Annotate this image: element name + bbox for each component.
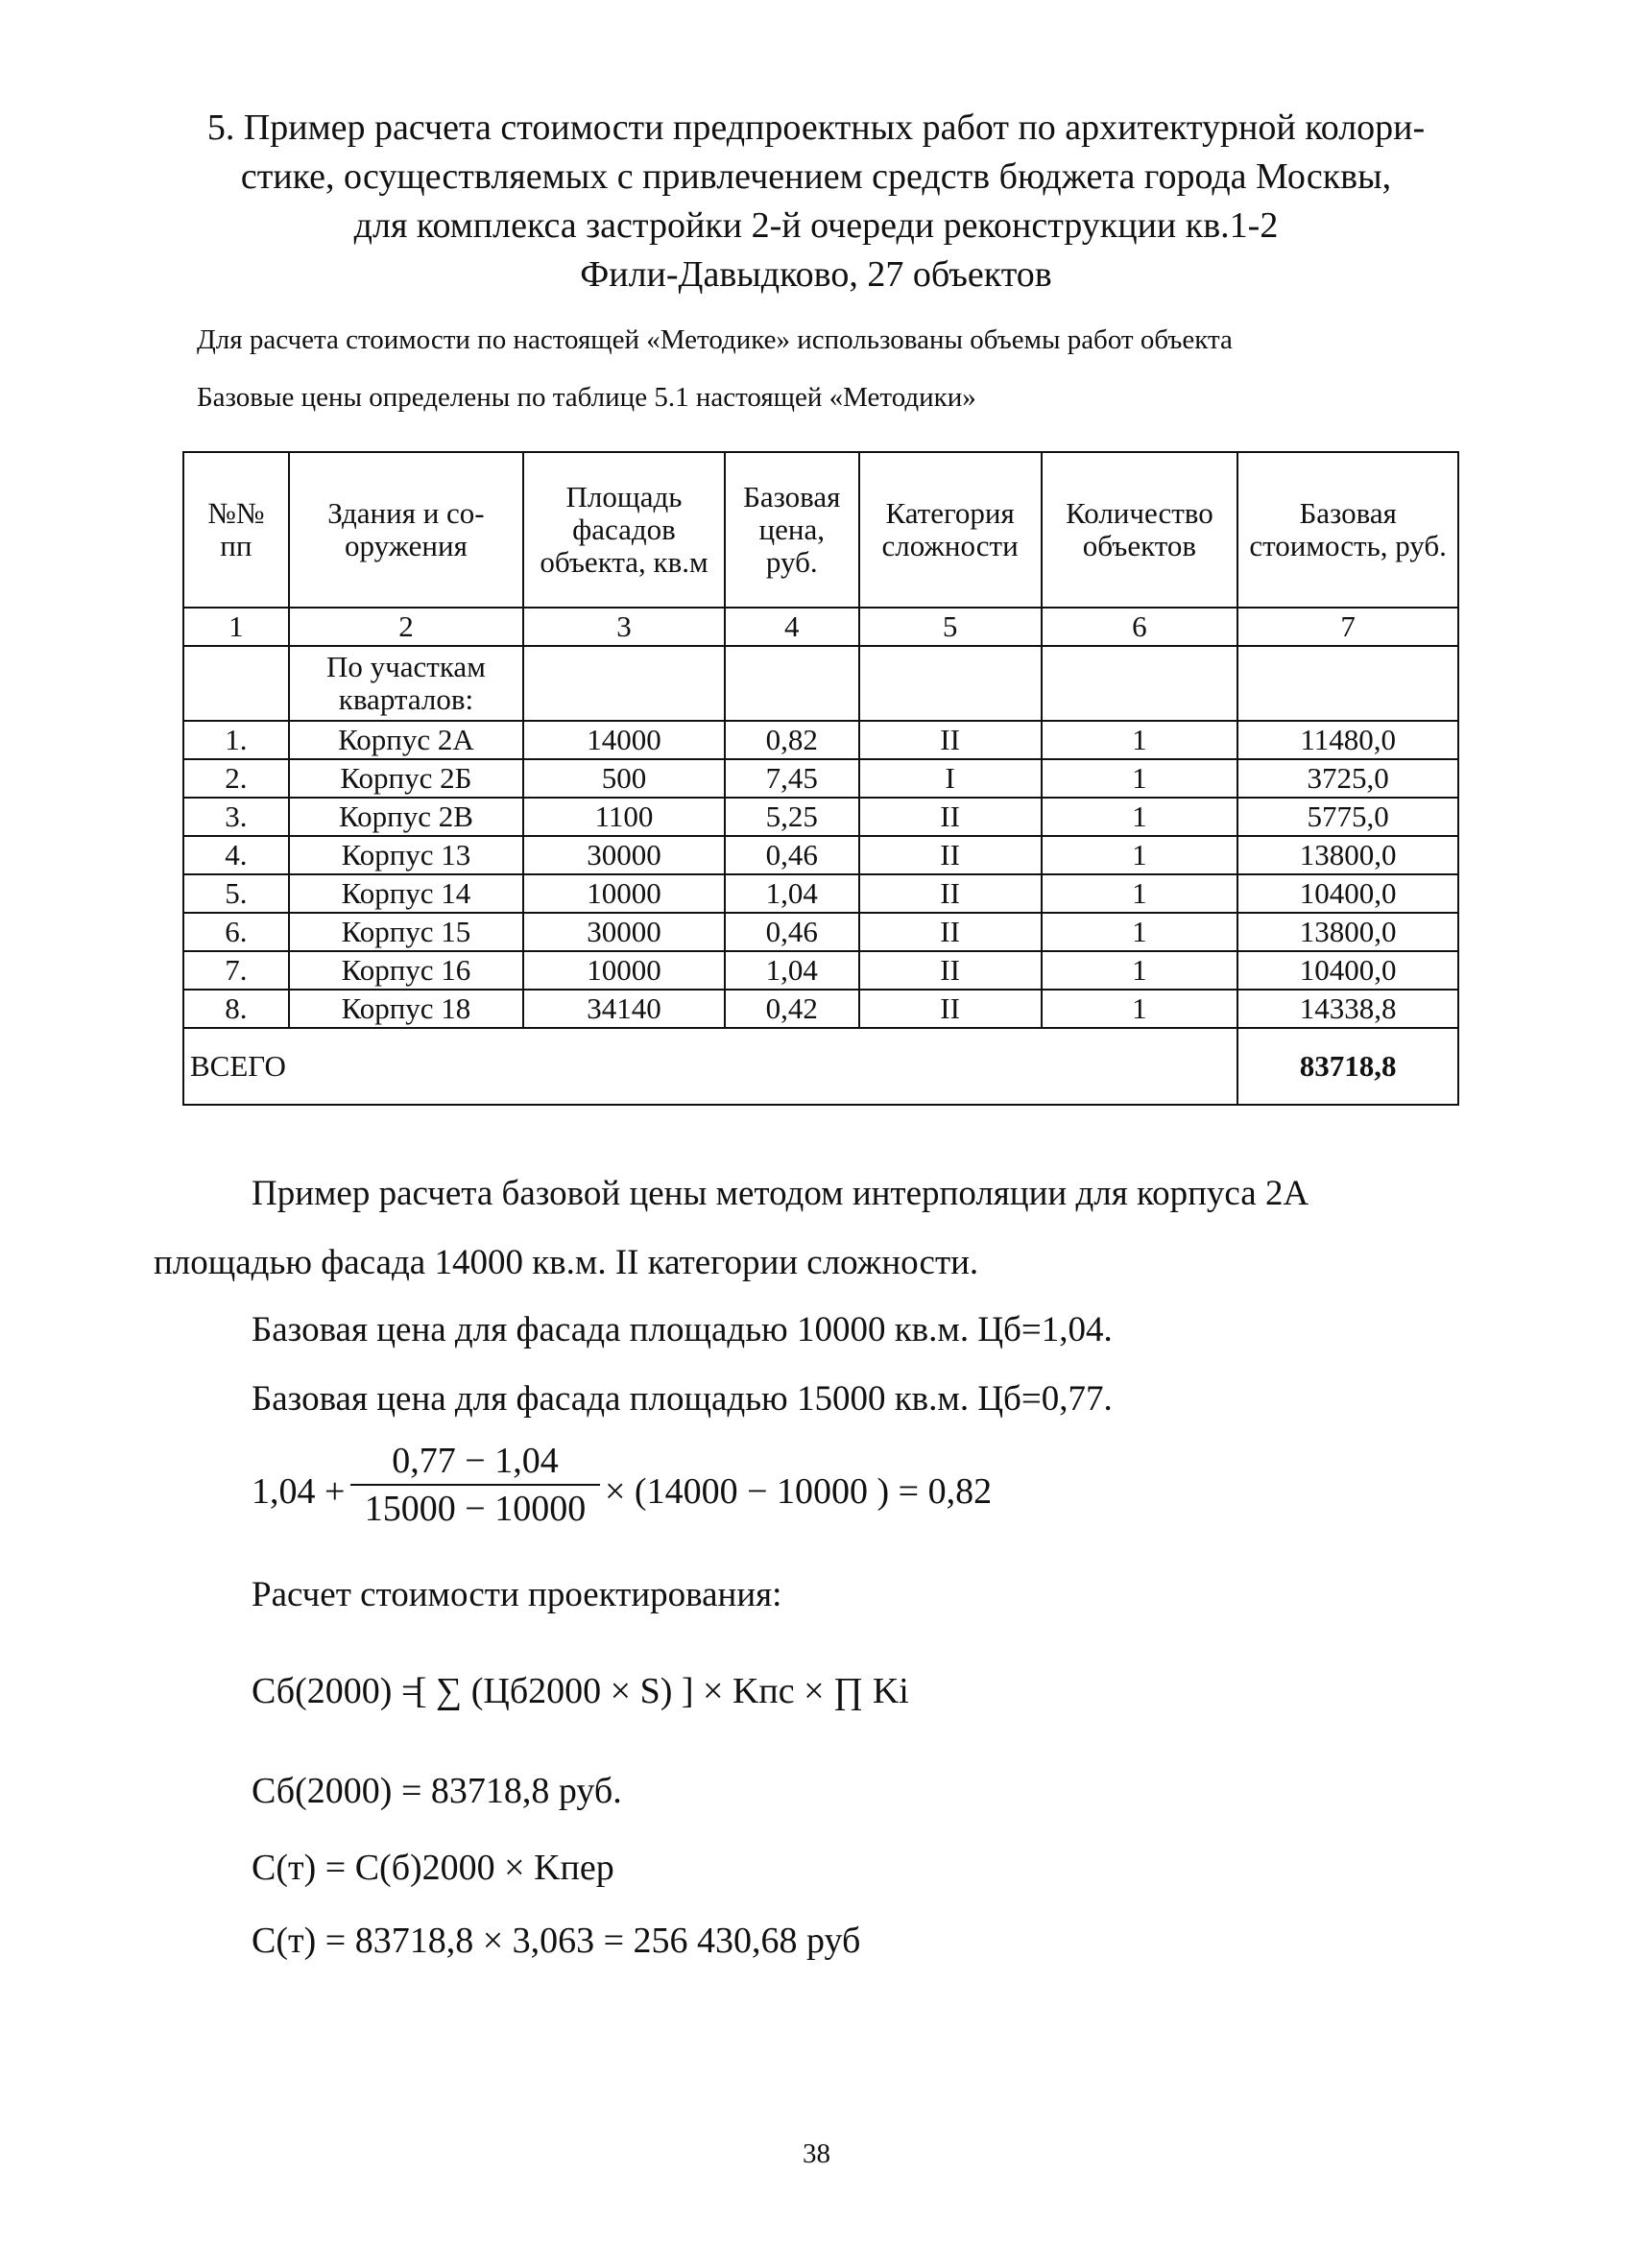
column-number-row <box>183 608 1458 646</box>
interp-fraction <box>350 1440 600 1530</box>
col-header: Площадь фасадов объекта, кв.м <box>523 452 725 608</box>
paragraph-line: Базовая цена для фасада площадью 15000 кв.м. Цб=0,77. <box>252 1379 1113 1419</box>
table-cell: 11480,0 <box>1237 721 1458 759</box>
section-row <box>183 646 1458 721</box>
table-cell: 10000 <box>523 951 725 990</box>
table-cell: 34140 <box>523 990 725 1028</box>
formula-ct: С(т) = С(б)2000 × Kпер <box>252 1848 614 1888</box>
title-line: для комплекса застройки 2-й очереди реконструкции кв.1-2 <box>353 205 1279 246</box>
table-cell: 1 <box>1042 874 1238 913</box>
cost-table <box>182 451 1459 1106</box>
table-cell: II <box>859 874 1042 913</box>
table-cell: 7. <box>183 951 289 990</box>
total-label: ВСЕГО <box>183 1028 1237 1105</box>
table-cell: 1 <box>1042 798 1238 836</box>
table-cell: 0,42 <box>725 990 859 1028</box>
total-value: 83718,8 <box>1237 1028 1458 1105</box>
col-header: Количество объектов <box>1042 452 1238 608</box>
table-cell: 8. <box>183 990 289 1028</box>
table-cell: 1 <box>1042 913 1238 951</box>
table-cell: Корпус 13 <box>289 836 524 874</box>
col-number: 7 <box>1237 608 1458 646</box>
table-cell: 2. <box>183 759 289 798</box>
col-number: 2 <box>289 608 524 646</box>
table-cell: 1 <box>1042 951 1238 990</box>
col-header: №№ пп <box>183 452 289 608</box>
table-cell: 14000 <box>523 721 725 759</box>
table-cell: 1. <box>183 721 289 759</box>
table-cell: 1 <box>1042 836 1238 874</box>
table-cell: II <box>859 836 1042 874</box>
table-cell: 13800,0 <box>1237 836 1458 874</box>
table-row <box>183 798 1458 836</box>
title-line: Фили-Давыдково, 27 объектов <box>580 254 1052 295</box>
col-header: Базовая стоимость, руб. <box>1237 452 1458 608</box>
table-row <box>183 951 1458 990</box>
table-cell: 4. <box>183 836 289 874</box>
table-cell: II <box>859 913 1042 951</box>
title-line: 5. Пример расчета стоимости предпроектных работ по архитектурной колори- <box>206 107 1426 148</box>
paragraph-line: Расчет стоимости проектирования: <box>252 1575 782 1614</box>
formula-c2000-value: Сб(2000) = 83718,8 руб. <box>252 1771 622 1811</box>
note-line: Для расчета стоимости по настоящей «Методике» использованы объемы работ объекта <box>197 324 1233 355</box>
table-cell: 13800,0 <box>1237 913 1458 951</box>
col-number: 4 <box>725 608 859 646</box>
formula-c2000-lhs: Сб(2000) = <box>252 1671 422 1711</box>
header-row <box>183 452 1458 608</box>
table-cell: 1 <box>1042 990 1238 1028</box>
col-number: 1 <box>183 608 289 646</box>
col-header: Здания и со-оружения <box>289 452 524 608</box>
table-row <box>183 836 1458 874</box>
table-cell: Корпус 16 <box>289 951 524 990</box>
table-row <box>183 913 1458 951</box>
table-cell: 0,46 <box>725 913 859 951</box>
table-cell: Корпус 18 <box>289 990 524 1028</box>
table-cell: 5,25 <box>725 798 859 836</box>
title-line: стике, осуществляемых с привлечением средств бюджета города Москвы, <box>240 156 1392 197</box>
table-row <box>183 874 1458 913</box>
interp-prefix: 1,04 + <box>252 1471 346 1512</box>
table-cell: 30000 <box>523 913 725 951</box>
table-cell: II <box>859 798 1042 836</box>
formula-c2000-rhs: [ ∑ (Цб2000 × S) ] × Kпс × ∏ Ki <box>415 1671 909 1711</box>
table-cell: II <box>859 951 1042 990</box>
interp-denominator: 15000 − 10000 <box>364 1489 587 1529</box>
table-row <box>183 721 1458 759</box>
table-cell: Корпус 14 <box>289 874 524 913</box>
table-cell: I <box>859 759 1042 798</box>
table-row <box>183 759 1458 798</box>
table-cell: II <box>859 721 1042 759</box>
table-cell: 7,45 <box>725 759 859 798</box>
table-cell: Корпус 2В <box>289 798 524 836</box>
total-row <box>183 1028 1458 1105</box>
page-number: 38 <box>803 2138 830 2169</box>
col-header: Базовая цена, руб. <box>725 452 859 608</box>
table-cell: Корпус 2А <box>289 721 524 759</box>
table-cell: 14338,8 <box>1237 990 1458 1028</box>
paragraph-line: Пример расчета базовой цены методом интерполяции для корпуса 2А <box>252 1174 1309 1213</box>
table-cell: 1 <box>1042 721 1238 759</box>
table-cell: 10000 <box>523 874 725 913</box>
table-cell: 5775,0 <box>1237 798 1458 836</box>
table-cell: 0,46 <box>725 836 859 874</box>
col-number: 5 <box>859 608 1042 646</box>
table-cell: 10400,0 <box>1237 951 1458 990</box>
table-cell: 5. <box>183 874 289 913</box>
table-cell: 1100 <box>523 798 725 836</box>
table-cell: 10400,0 <box>1237 874 1458 913</box>
note-line: Базовые цены определены по таблице 5.1 настоящей «Методики» <box>197 382 976 413</box>
table-cell: 1,04 <box>725 951 859 990</box>
col-header: Категория сложности <box>859 452 1042 608</box>
table-cell: 30000 <box>523 836 725 874</box>
interp-suffix: × (14000 − 10000 ) = 0,82 <box>605 1471 993 1512</box>
table-cell: 1,04 <box>725 874 859 913</box>
col-number: 3 <box>523 608 725 646</box>
table-cell: Корпус 15 <box>289 913 524 951</box>
table-cell: 0,82 <box>725 721 859 759</box>
table-cell: 3. <box>183 798 289 836</box>
col-number: 6 <box>1042 608 1238 646</box>
table-cell: 500 <box>523 759 725 798</box>
table-cell: Корпус 2Б <box>289 759 524 798</box>
page-title <box>144 104 1488 299</box>
table-cell: 6. <box>183 913 289 951</box>
table-row <box>183 990 1458 1028</box>
table-cell: 1 <box>1042 759 1238 798</box>
fraction-line <box>350 1484 600 1486</box>
formula-ct-value: С(т) = 83718,8 × 3,063 = 256 430,68 руб <box>252 1921 861 1961</box>
interp-numerator: 0,77 − 1,04 <box>392 1441 559 1481</box>
paragraph-line: площадью фасада 14000 кв.м. II категории сложности. <box>154 1243 979 1282</box>
section-label: По участкам кварталов: <box>289 646 524 721</box>
table-cell: II <box>859 990 1042 1028</box>
table-cell: 3725,0 <box>1237 759 1458 798</box>
paragraph-line: Базовая цена для фасада площадью 10000 кв.м. Цб=1,04. <box>252 1310 1113 1349</box>
